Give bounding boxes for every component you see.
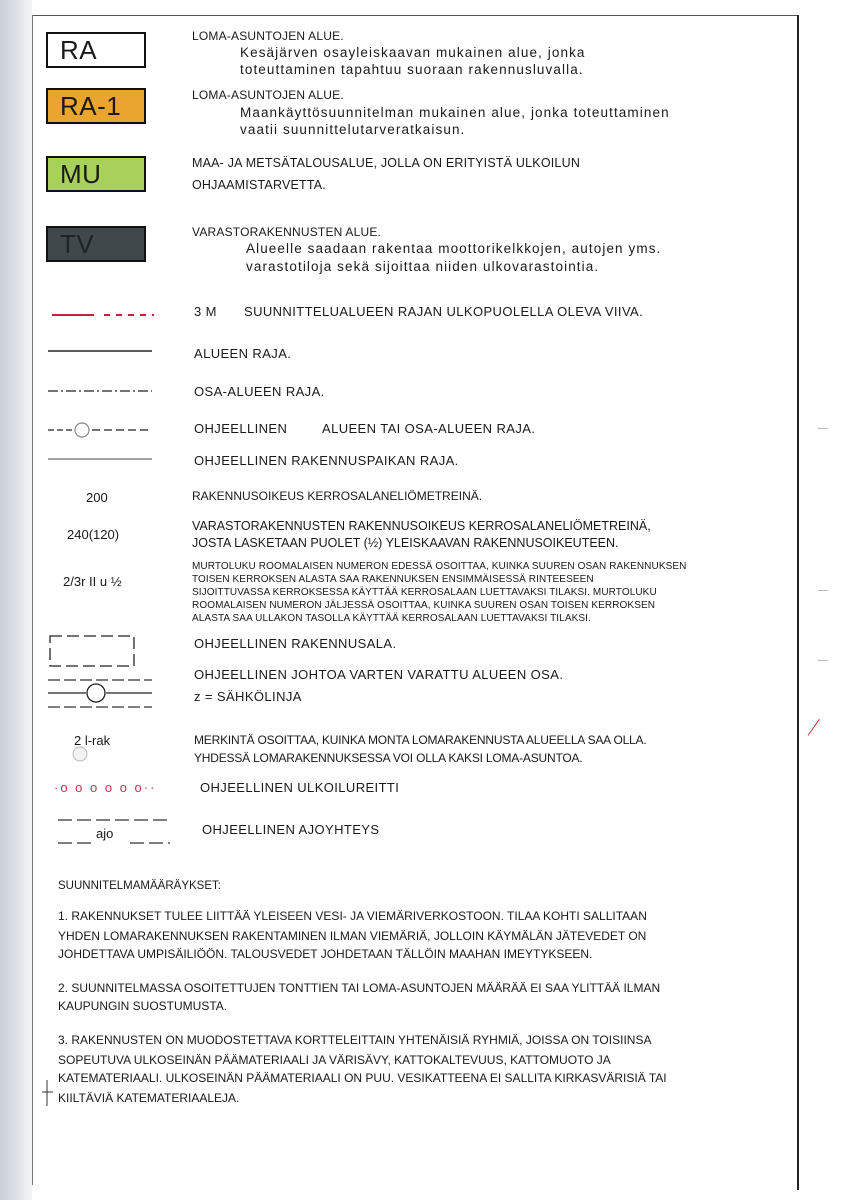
legend-ra1-code: RA-1: [60, 91, 122, 121]
utility-label: OHJEELLINEN JOHTOA VARTEN VARATTU ALUEEN OSA.: [194, 667, 564, 682]
building-count-label: YHDESSÄ LOMARAKENNUKSESSA VOI OLLA KAKSI LOMA-ASUNTOA.: [194, 751, 583, 765]
boundary-3m-label: SUUNNITTELUALUEEN RAJAN ULKOPUOLELLA OLEVA VIIVA.: [244, 304, 644, 319]
legend-ra1-desc: vaatii suunnittelutarveratkaisun.: [240, 122, 466, 137]
driveway-line-icon: [56, 815, 172, 849]
regulation-3: KIILTÄVIÄ KATEMATERIAALEJA.: [58, 1091, 240, 1105]
regulation-2: KAUPUNGIN SUOSTUMUSTA.: [58, 999, 228, 1013]
utility-line-label: z = SÄHKÖLINJA: [194, 689, 302, 704]
floor-area-label: RAKENNUSOIKEUS KERROSALANELIÖMETREINÄ.: [192, 489, 483, 503]
fraction-desc: ALASTA SAA ULLAKON TASOLLA KÄYTTÄÄ KERROSALAAN LUETTAVAKSI TILAKSI.: [192, 613, 591, 624]
legend-tv-code: TV: [60, 229, 95, 259]
legend-ra1-title: LOMA-ASUNTOJEN ALUE.: [192, 88, 344, 102]
legend-ra-desc: Kesäjärven osayleiskaavan mukainen alue, jonka: [240, 45, 586, 60]
legend-tv-swatch: [46, 226, 146, 262]
plot-border-line-icon: [44, 454, 156, 464]
legend-ra1-desc: Maankäyttösuunnitelman mukainen alue, jonka toteuttaminen: [240, 105, 670, 120]
regulation-1: 1. RAKENNUKSET TULEE LIITTÄÄ YLEISEEN VESI- JA VIEMÄRIVERKOSTOON. TILAA KOHTI SALLITAAN: [58, 909, 647, 923]
margin-cross-mark: [40, 1078, 54, 1108]
frame-left-border: [32, 15, 33, 1185]
trail-label: OHJEELLINEN ULKOILUREITTI: [200, 780, 400, 795]
area-border-line-icon: [44, 346, 156, 356]
driveway-symbol: ajo: [96, 826, 114, 841]
regulation-3: 3. RAKENNUSTEN ON MUODOSTETTAVA KORTTELEITTAIN YHTENÄISIÄ RYHMIÄ, JOISSA ON TOISIINSA: [58, 1033, 652, 1047]
fraction-symbol: 2/3r II u ½: [63, 574, 122, 589]
storage-area-label: VARASTORAKENNUSTEN RAKENNUSOIKEUS KERROSALANELIÖMETREINÄ,: [192, 519, 651, 533]
boundary-3m-line-icon: [44, 308, 156, 322]
building-count-label: MERKINTÄ OSOITTAA, KUINKA MONTA LOMARAKENNUSTA ALUEELLA SAA OLLA.: [194, 733, 647, 747]
guide-border-label-rest: ALUEEN TAI OSA-ALUEEN RAJA.: [322, 421, 536, 436]
legend-tv-desc: varastotiloja sekä sijoittaa niiden ulkovarastointia.: [246, 259, 600, 274]
fraction-desc: ROOMALAISEN NUMERON JÄLJESSÄ OSOITTAA, KUINKA SUUREN OSAN TOISEN KERROKSEN: [192, 600, 656, 611]
legend-mu-swatch: [46, 156, 146, 192]
margin-red-mark: [808, 719, 820, 736]
plot-border-label: OHJEELLINEN RAKENNUSPAIKAN RAJA.: [194, 453, 459, 468]
legend-ra-desc: toteuttaminen tapahtuu suoraan rakennusluvalla.: [240, 62, 584, 77]
driveway-label: OHJEELLINEN AJOYHTEYS: [202, 822, 380, 837]
scan-shadow-edge: [0, 0, 32, 1200]
guide-border-line-icon: [44, 420, 156, 440]
legend-tv-title: VARASTORAKENNUSTEN ALUE.: [192, 225, 382, 239]
regulation-1: YHDEN LOMARAKENNUKSEN RAKENTAMINEN ILMAN VIEMÄRIÄ, JOLLOIN KÄYMÄLÄN JÄTEVEDET ON: [58, 929, 647, 943]
utility-line-icon: [44, 674, 156, 714]
building-area-label: OHJEELLINEN RAKENNUSALA.: [194, 636, 397, 651]
legend-ra-code: RA: [60, 35, 98, 65]
regulations-heading: SUUNNITELMAMÄÄRÄYKSET:: [58, 880, 221, 892]
frame-top-border: [32, 15, 797, 16]
guide-border-label: OHJEELLINEN: [194, 421, 288, 436]
boundary-3m-prefix: 3 M: [194, 304, 217, 319]
regulation-2: 2. SUUNNITELMASSA OSOITETTUJEN TONTTIEN TAI LOMA-ASUNTOJEN MÄÄRÄÄ EI SAA YLITTÄÄ ILMAN: [58, 981, 661, 995]
margin-tick: [818, 590, 828, 591]
legend-ra-title: LOMA-ASUNTOJEN ALUE.: [192, 29, 344, 43]
legend-mu-title: OHJAAMISTARVETTA.: [192, 178, 326, 192]
subarea-border-label: OSA-ALUEEN RAJA.: [194, 384, 325, 399]
regulation-3: SOPEUTUVA ULKOSEINÄN PÄÄMATERIAALI JA VÄRISÄVY, KATTOKALTEVUUS, KATTOMUOTO JA: [58, 1053, 611, 1067]
legend-mu-code: MU: [60, 159, 102, 189]
trail-symbol: ·o o o o o o··: [54, 780, 157, 795]
legend-ra-swatch: [46, 32, 146, 68]
subarea-border-line-icon: [44, 386, 156, 396]
storage-area-symbol: 240(120): [67, 527, 120, 542]
margin-tick: [818, 660, 828, 661]
frame-right-border: [797, 15, 799, 1190]
regulation-3: KATEMATERIAALI. ULKOSEINÄN PÄÄMATERIAALI ON PUU. VESIKATTEENA EI SALLITA KIRKASVÄRISIÄ TAI: [58, 1071, 667, 1085]
fraction-desc: MURTOLUKU ROOMALAISEN NUMERON EDESSÄ OSOITTAA, KUINKA SUUREN OSAN RAKENNUKSEN: [192, 561, 687, 572]
floor-area-symbol: 200: [86, 490, 108, 505]
area-border-label: ALUEEN RAJA.: [194, 346, 292, 361]
legend-tv-desc: Alueelle saadaan rakentaa moottorikelkkojen, autojen yms.: [246, 241, 662, 256]
building-count-symbol: 2 l-rak: [74, 733, 111, 748]
legend-mu-title: MAA- JA METSÄTALOUSALUE, JOLLA ON ERITYISTÄ ULKOILUN: [192, 156, 581, 170]
storage-area-label: JOSTA LASKETAAN PUOLET (½) YLEISKAAVAN RAKENNUSOIKEUTEEN.: [192, 536, 619, 550]
regulation-1: JOHDETTAVA UMPISÄILIÖÖN. TALOUSVEDET JOHDETAAN TÄLLÖIN MAAHAN IMEYTYKSEEN.: [58, 947, 593, 961]
building-area-icon: [48, 630, 138, 670]
margin-tick: [818, 428, 828, 429]
fraction-desc: SIJOITTUVASSA KERROKSESSA KÄYTTÄÄ KERROSALAAN LUETTAVAKSI TILAKSI. MURTOLUKU: [192, 587, 657, 598]
legend-ra1-swatch: [46, 88, 146, 124]
fraction-desc: TOISEN KERROKSEN ALASTA SAA RAKENNUKSEN ENSIMMÄISESSÄ RINTEESEEN: [192, 574, 594, 585]
